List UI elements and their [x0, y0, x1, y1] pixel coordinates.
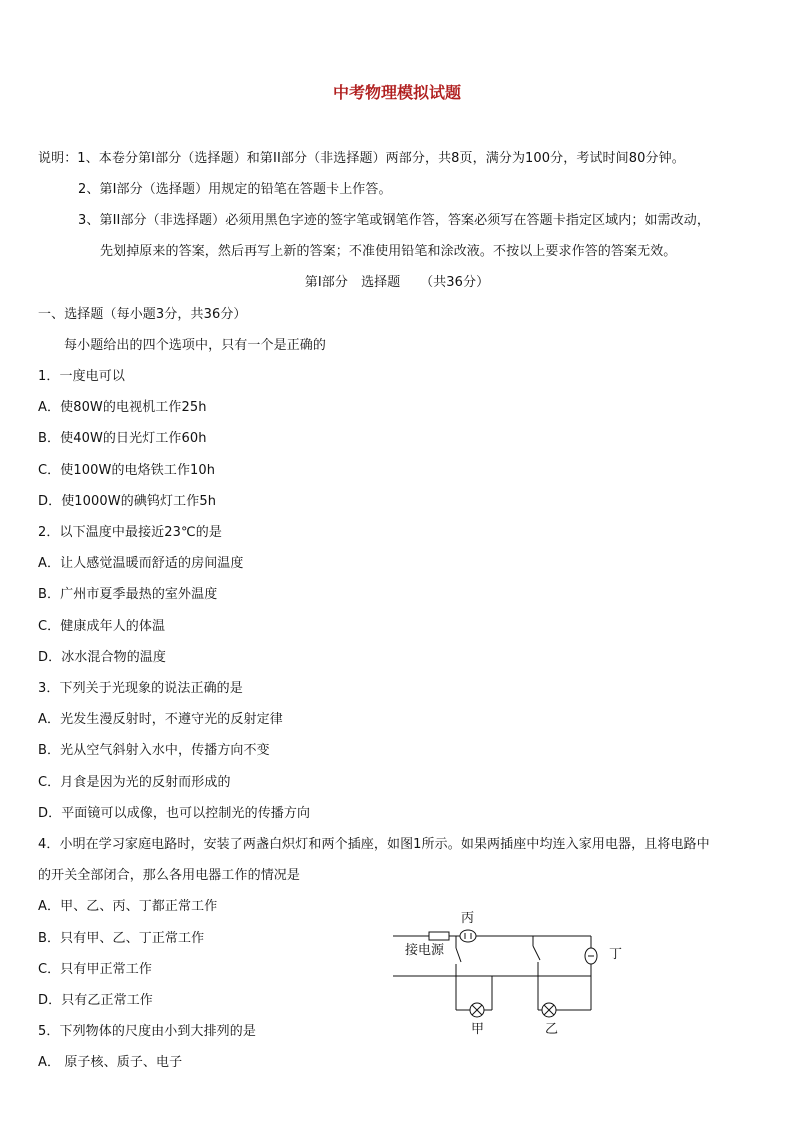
- label-bing: 丙: [461, 911, 475, 926]
- question-4-option-b: B．只有甲、乙、丁正常工作: [38, 931, 205, 946]
- question-2-option-d: D．冰水混合物的温度: [38, 650, 167, 665]
- switch-jia-blade: [456, 948, 461, 962]
- section1-heading: 一、选择题（每小题3分，共36分）: [38, 307, 247, 322]
- question-2-option-a: A．让人感觉温暖而舒适的房间温度: [38, 556, 244, 571]
- socket-bing-symbol: [460, 930, 476, 942]
- question-4-option-a: A．甲、乙、丙、丁都正常工作: [38, 899, 218, 914]
- question-1-stem: 1．一度电可以: [38, 369, 125, 384]
- question-5-option-a: A． 原子核、质子、电子: [38, 1055, 183, 1070]
- instructions-line-2: 2、第Ⅰ部分（选择题）用规定的铅笔在答题卡上作答。: [78, 182, 392, 197]
- question-3-stem: 3．下列关于光现象的说法正确的是: [38, 681, 243, 696]
- question-4-option-c: C．只有甲正常工作: [38, 962, 152, 977]
- switch-yi-blade: [533, 946, 540, 960]
- question-3-option-a: A．光发生漫反射时，不遵守光的反射定律: [38, 712, 283, 727]
- question-1-option-a: A．使80W的电视机工作25h: [38, 400, 207, 415]
- label-jia: 甲: [471, 1022, 485, 1037]
- instructions-line-3: 3、第II部分（非选择题）必须用黑色字迹的签字笔或钢笔作答，答案必须写在答题卡指定区域内；如需改动，: [78, 213, 710, 228]
- section1-instruction: 每小题给出的四个选项中，只有一个是正确的: [64, 338, 327, 353]
- question-4-stem-line-2: 的开关全部闭合，那么各用电器工作的情况是: [38, 868, 301, 883]
- question-1-option-b: B．使40W的日光灯工作60h: [38, 431, 207, 446]
- question-4-stem-line-1: 4．小明在学习家庭电路时，安装了两盏白炽灯和两个插座，如图1所示。如果两插座中均连入家用电器，且将电路中: [38, 837, 710, 852]
- label-yi: 乙: [545, 1022, 559, 1037]
- label-ding: 丁: [609, 947, 623, 962]
- circuit-diagram: [385, 906, 635, 1036]
- question-5-stem: 5．下列物体的尺度由小到大排列的是: [38, 1024, 256, 1039]
- instructions-line-4: 先划掉原来的答案，然后再写上新的答案；不准使用铅笔和涂改液。不按以上要求作答的答案无效。: [100, 244, 677, 259]
- part1-heading: 第Ⅰ部分 选择题 （共36分）: [304, 275, 490, 290]
- question-4-option-d: D．只有乙正常工作: [38, 993, 153, 1008]
- instructions-line-1: 说明：1、本卷分第Ⅰ部分（选择题）和第II部分（非选择题）两部分，共8页，满分为100分，考试时间80分钟。: [38, 151, 685, 166]
- question-2-option-b: B．广州市夏季最热的室外温度: [38, 587, 218, 602]
- circuit-svg: [385, 906, 635, 1036]
- question-2-stem: 2．以下温度中最接近23℃的是: [38, 525, 222, 540]
- exam-title: 中考物理模拟试题: [332, 83, 461, 102]
- fuse-symbol: [429, 932, 449, 940]
- question-1-option-c: C．使100W的电烙铁工作10h: [38, 463, 216, 478]
- question-3-option-c: C．月食是因为光的反射而形成的: [38, 775, 231, 790]
- question-3-option-d: D．平面镜可以成像，也可以控制光的传播方向: [38, 806, 311, 821]
- question-1-option-d: D．使1000W的碘钨灯工作5h: [38, 494, 217, 509]
- label-power-source: 接电源: [405, 943, 445, 958]
- question-3-option-b: B．光从空气斜射入水中，传播方向不变: [38, 743, 270, 758]
- question-2-option-c: C．健康成年人的体温: [38, 619, 166, 634]
